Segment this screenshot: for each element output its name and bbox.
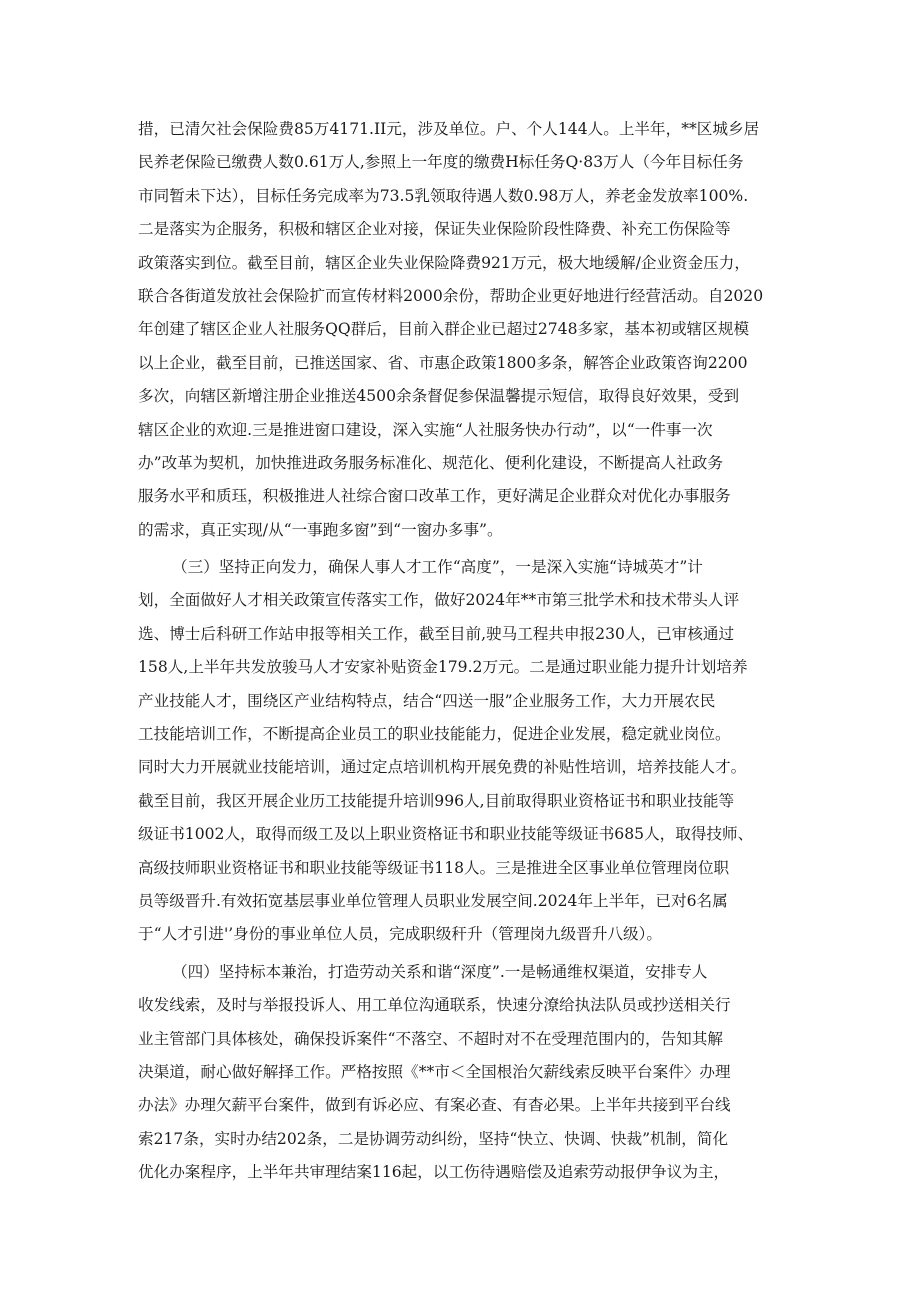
text-line: 决渠道，耐心做好解择工作。严格按照《**市＜全国根治欠薪线索反映平台案件〉办理 [138, 1062, 731, 1081]
text-line: 工技能培训工作，不断提高企业员工的职业技能能力，促进企业发展，稳定就业岗位。 [138, 725, 731, 744]
text-line: 办”改革为契机，加快推进政务服务标准化、规范化、便利化建设，不断提高人社政务 [138, 453, 723, 472]
text-line: （三）坚持正向发力，确保人事人才工作“高度”，一是深入实施“诗城英才”计 [172, 558, 703, 577]
text-line: 多次，向辖区新增注册企业推送4500余条督促参保温馨提示短信，取得良好效果，受到 [138, 387, 740, 406]
text-line: 办法》办理欠薪平台案件，做到有诉必应、有案必查、有杳必果。上半年共接到平台线 [138, 1096, 731, 1115]
text-line: 辖区企业的欢迎.三是推进窗口建设，深入实施“人社服务快办行动”，以“一件事一次 [138, 420, 713, 439]
text-line: 服务水平和质珏，积极推进人社综合窗口改革工作，更好满足企业群众对优化办事服务 [138, 487, 731, 506]
text-line: 划，全面做好人才相关政策宣传落实工作，做好2024年**市第三批学术和技术带头人评 [138, 591, 740, 610]
text-line: 以上企业，截至目前，已推送国家、省、市惠企政策1800多条，解答企业政策咨询2200 [138, 353, 748, 372]
paragraph-talent-work [138, 551, 788, 952]
text-line: 政策落实到位。截至目前，辖区企业失业保险降费921万元，极大地缓解/企业资金压力， [138, 253, 750, 272]
text-line: 民养老保险已缴费人数0.61万人,参照上一年度的缴费H标任务Q·83万人（今年目标任务 [138, 153, 744, 172]
text-line: 的需求，真正实现/从“一事跑多窗”到“一窗办多事”。 [138, 520, 503, 539]
text-line: 产业技能人才，围绕区产业结构特点，结合“四送一服”企业服务工作，大力开展农民 [138, 691, 716, 710]
text-line: 二是落实为企服务，积极和辖区企业对接，保证失业保险阶段性降费、补充工伤保险等 [138, 220, 731, 239]
text-line: 年创建了辖区企业人社服务QQ群后，目前入群企业已超过2748多家，基本初或辖区规模 [138, 320, 750, 339]
paragraph-labor-relations [138, 956, 788, 1190]
text-line: 联合各街道发放社会保险扩而宣传材料2000余份，帮助企业更好地进行经营活动。自2020 [138, 286, 764, 305]
text-line: 158人,上半年共发放骏马人才安家补贴资金179.2万元。二是通过职业能力提升计划培养 [138, 658, 748, 677]
text-line: 员等级晋升.有效拓宽基层事业单位管理人员职业发展空间.2024年上半年，已对6名属 [138, 891, 728, 910]
text-line: 收发线索，及时与举报投诉人、用工单位沟通联系，快速分潦给执法队员或抄送相关行 [138, 996, 731, 1015]
text-line: 措，已清欠社会保险费85万4171.II元，涉及单位。户、个人144人。上半年，**区城乡居 [138, 120, 760, 138]
text-line: 选、博士后科研工作站申报等相关工作，截至目前,驶马工程共申报230人，已审核通过 [138, 624, 735, 643]
text-line: 级证书1002人，取得而级工及以上职业资格证书和职业技能等级证书685人，取得技师、 [138, 825, 754, 844]
text-line: 于“人才引进'’身份的事业单位人员，完成职级秆升（管理岗九级晋升八级）。 [138, 925, 663, 944]
document-body [138, 113, 788, 1190]
text-line: （四）坚持标本兼治，打造劳动关系和谐“深度”.一是畅通维权渠道，安排专人 [172, 962, 708, 981]
text-line: 截至目前，我区开展企业历工技能提升培训996人,目前取得职业资格证书和职业技能等 [138, 791, 735, 810]
text-line: 业主管部门具体核处，确保投诉案件“不落空、不超时对不在受理范围内的，告知其解 [138, 1029, 723, 1048]
text-line: 优化办案程序，上半年共审理结案116起，以工伤待遇赔偿及追索劳动报伊争议为主， [138, 1163, 730, 1182]
text-line: 索217条，实时办结202条，二是协调劳动纠纷，坚持“快立、快调、快裁”机制，简化 [138, 1129, 729, 1148]
paragraph-social-insurance [138, 113, 788, 547]
text-line: 高级技师职业资格证书和职业技能等级证书118人。三是推进全区事业单位管理岗位职 [138, 858, 730, 877]
text-line: 市同暂未下达），目标任务完成率为73.5乳领取待遇人数0.98万人，养老金发放率100%. [138, 186, 749, 205]
text-line: 同时大力开展就业技能培训，通过定点培训机构开展免费的补贴性培训，培养技能人才。 [138, 758, 747, 777]
